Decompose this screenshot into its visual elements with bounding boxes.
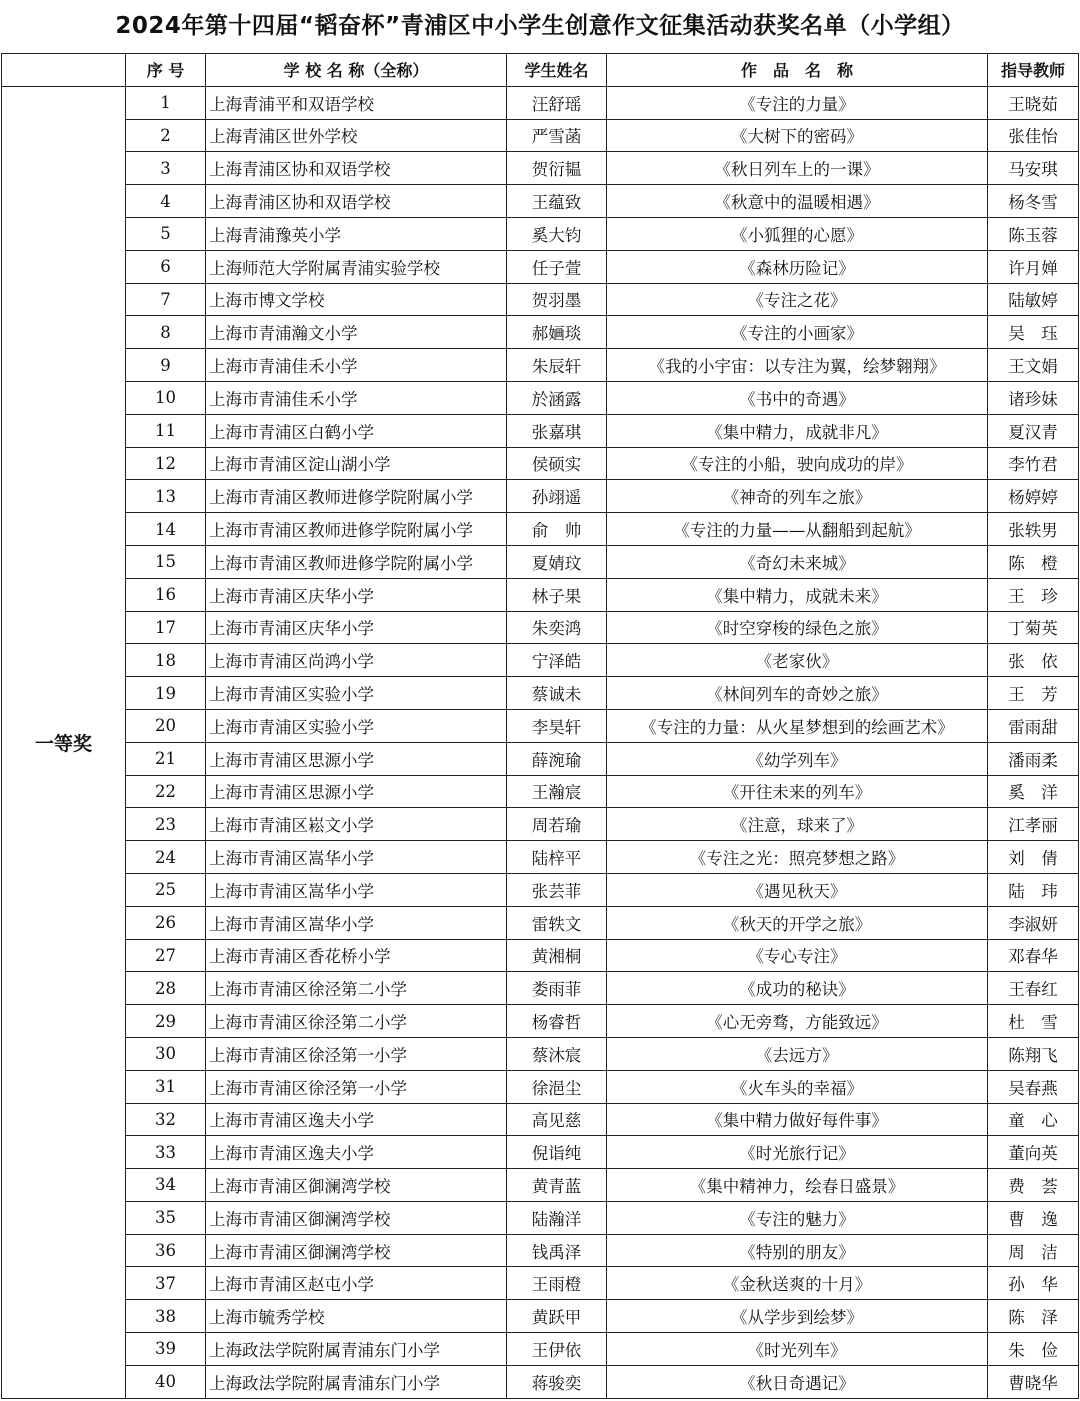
work-cell: 《专注之花》 [607, 283, 988, 316]
work-cell: 《专心专注》 [607, 939, 988, 972]
student-cell: 张芸菲 [507, 873, 607, 906]
teacher-cell: 李竹君 [988, 447, 1079, 480]
student-cell: 张嘉琪 [507, 414, 607, 447]
table-row [2, 119, 1079, 152]
num-cell: 28 [126, 972, 206, 1005]
student-cell: 黄湘桐 [507, 939, 607, 972]
page-title: 2024年第十四届“韬奋杯”青浦区中小学生创意作文征集活动获奖名单（小学组） [115, 13, 965, 39]
school-cell: 上海市青浦区思源小学 [206, 775, 507, 808]
table-row [2, 152, 1079, 185]
teacher-cell: 马安琪 [988, 152, 1079, 185]
num-cell: 3 [126, 152, 206, 185]
table-row [2, 578, 1079, 611]
teacher-cell: 曹 逸 [988, 1201, 1079, 1234]
table-row [2, 316, 1079, 349]
student-cell: 贺衍韫 [507, 152, 607, 185]
teacher-cell: 曹晓华 [988, 1365, 1079, 1398]
work-cell: 《集中精力做好每件事》 [607, 1103, 988, 1136]
num-cell: 13 [126, 480, 206, 513]
work-cell: 《遇见秋天》 [607, 873, 988, 906]
teacher-cell: 江孝丽 [988, 808, 1079, 841]
num-cell: 30 [126, 1037, 206, 1070]
work-cell: 《成功的秘诀》 [607, 972, 988, 1005]
work-cell: 《大树下的密码》 [607, 119, 988, 152]
num-cell: 36 [126, 1234, 206, 1267]
school-cell: 上海市青浦区御澜湾学校 [206, 1234, 507, 1267]
table-row [2, 250, 1079, 283]
teacher-cell: 陈玉蓉 [988, 217, 1079, 250]
student-cell: 钱禹泽 [507, 1234, 607, 1267]
student-cell: 汪舒瑶 [507, 86, 607, 119]
work-column-header: 作 品 名 称 [607, 54, 988, 87]
work-cell: 《集中精力，成就非凡》 [607, 414, 988, 447]
num-cell: 35 [126, 1201, 206, 1234]
table-row [2, 1070, 1079, 1103]
table-row [2, 349, 1079, 382]
school-cell: 上海市青浦区庆华小学 [206, 578, 507, 611]
work-cell: 《专注之光：照亮梦想之路》 [607, 841, 988, 874]
work-cell: 《金秋送爽的十月》 [607, 1267, 988, 1300]
school-cell: 上海市毓秀学校 [206, 1300, 507, 1333]
work-cell: 《奇幻未来城》 [607, 545, 988, 578]
teacher-cell: 杨婷婷 [988, 480, 1079, 513]
table-row [2, 1234, 1079, 1267]
school-cell: 上海市青浦区徐泾第二小学 [206, 972, 507, 1005]
work-cell: 《神奇的列车之旅》 [607, 480, 988, 513]
table-row [2, 939, 1079, 972]
work-cell: 《专注的魅力》 [607, 1201, 988, 1234]
teacher-cell: 吴 珏 [988, 316, 1079, 349]
school-cell: 上海市青浦区赵屯小学 [206, 1267, 507, 1300]
teacher-cell: 童 心 [988, 1103, 1079, 1136]
num-cell: 24 [126, 841, 206, 874]
work-cell: 《我的小宇宙：以专注为翼，绘梦翱翔》 [607, 349, 988, 382]
student-cell: 高见慈 [507, 1103, 607, 1136]
student-cell: 孙翊遥 [507, 480, 607, 513]
student-cell: 蔡沐宸 [507, 1037, 607, 1070]
school-cell: 上海青浦区世外学校 [206, 119, 507, 152]
work-cell: 《幼学列车》 [607, 742, 988, 775]
table-row [2, 841, 1079, 874]
teacher-cell: 王 珍 [988, 578, 1079, 611]
school-cell: 上海政法学院附属青浦东门小学 [206, 1333, 507, 1366]
work-cell: 《时光列车》 [607, 1333, 988, 1366]
table-row [2, 1103, 1079, 1136]
work-cell: 《从学步到绘梦》 [607, 1300, 988, 1333]
student-cell: 陆梓平 [507, 841, 607, 874]
student-cell: 王雨橙 [507, 1267, 607, 1300]
work-cell: 《森林历险记》 [607, 250, 988, 283]
student-cell: 雷轶文 [507, 906, 607, 939]
school-cell: 上海市青浦区教师进修学院附属小学 [206, 513, 507, 546]
table-row [2, 545, 1079, 578]
table-row [2, 775, 1079, 808]
school-cell: 上海市青浦佳禾小学 [206, 381, 507, 414]
student-cell: 王蕴致 [507, 185, 607, 218]
teacher-cell: 周 洁 [988, 1234, 1079, 1267]
teacher-cell: 张 依 [988, 644, 1079, 677]
num-cell: 39 [126, 1333, 206, 1366]
table-row [2, 972, 1079, 1005]
table-row [2, 1267, 1079, 1300]
work-cell: 《秋日奇遇记》 [607, 1365, 988, 1398]
table-row [2, 480, 1079, 513]
num-column-header: 序 号 [126, 54, 206, 87]
school-cell: 上海市青浦区徐泾第一小学 [206, 1070, 507, 1103]
work-cell: 《老家伙》 [607, 644, 988, 677]
num-cell: 20 [126, 709, 206, 742]
school-cell: 上海市青浦区崧文小学 [206, 808, 507, 841]
work-cell: 《集中精神力，绘春日盛景》 [607, 1169, 988, 1202]
table-row [2, 808, 1079, 841]
teacher-cell: 孙 华 [988, 1267, 1079, 1300]
school-cell: 上海市青浦区嵩华小学 [206, 906, 507, 939]
award-column-header [2, 54, 126, 87]
teacher-cell: 董向英 [988, 1136, 1079, 1169]
student-cell: 杨睿哲 [507, 1005, 607, 1038]
student-cell: 林子果 [507, 578, 607, 611]
teacher-cell: 刘 倩 [988, 841, 1079, 874]
school-cell: 上海市青浦区白鹤小学 [206, 414, 507, 447]
school-cell: 上海市青浦瀚文小学 [206, 316, 507, 349]
num-cell: 7 [126, 283, 206, 316]
table-row [2, 1005, 1079, 1038]
table-row [2, 185, 1079, 218]
teacher-cell: 陈翔飞 [988, 1037, 1079, 1070]
table-row [2, 86, 1079, 119]
table-row [2, 217, 1079, 250]
table-row [2, 1365, 1079, 1398]
num-cell: 27 [126, 939, 206, 972]
work-cell: 《去远方》 [607, 1037, 988, 1070]
teacher-cell: 许月婵 [988, 250, 1079, 283]
teacher-cell: 陆 玮 [988, 873, 1079, 906]
school-column-header: 学 校 名 称（全称） [206, 54, 507, 87]
work-cell: 《秋日列车上的一课》 [607, 152, 988, 185]
teacher-cell: 潘雨柔 [988, 742, 1079, 775]
table-row [2, 742, 1079, 775]
school-cell: 上海市青浦区思源小学 [206, 742, 507, 775]
school-cell: 上海市青浦区御澜湾学校 [206, 1169, 507, 1202]
teacher-cell: 陈 泽 [988, 1300, 1079, 1333]
num-cell: 25 [126, 873, 206, 906]
work-cell: 《专注的小画家》 [607, 316, 988, 349]
teacher-cell: 杨冬雪 [988, 185, 1079, 218]
student-cell: 徐浥尘 [507, 1070, 607, 1103]
table-header-row [2, 54, 1079, 87]
award-table [1, 53, 1079, 1399]
num-cell: 5 [126, 217, 206, 250]
school-cell: 上海市青浦佳禾小学 [206, 349, 507, 382]
teacher-cell: 陈 橙 [988, 545, 1079, 578]
work-cell: 《特别的朋友》 [607, 1234, 988, 1267]
work-cell: 《秋意中的温暖相遇》 [607, 185, 988, 218]
work-cell: 《时光旅行记》 [607, 1136, 988, 1169]
num-cell: 16 [126, 578, 206, 611]
student-cell: 黄跃甲 [507, 1300, 607, 1333]
num-cell: 34 [126, 1169, 206, 1202]
student-cell: 奚大钧 [507, 217, 607, 250]
teacher-column-header: 指导教师 [988, 54, 1079, 87]
table-row [2, 1136, 1079, 1169]
student-cell: 倪诣纯 [507, 1136, 607, 1169]
num-cell: 6 [126, 250, 206, 283]
work-cell: 《集中精力，成就未来》 [607, 578, 988, 611]
teacher-cell: 丁菊英 [988, 611, 1079, 644]
table-row [2, 677, 1079, 710]
award-level-cell: 一等奖 [2, 86, 126, 1398]
teacher-cell: 邓春华 [988, 939, 1079, 972]
teacher-cell: 王晓茹 [988, 86, 1079, 119]
num-cell: 38 [126, 1300, 206, 1333]
teacher-cell: 张轶男 [988, 513, 1079, 546]
table-row [2, 709, 1079, 742]
teacher-cell: 奚 洋 [988, 775, 1079, 808]
student-cell: 陆瀚洋 [507, 1201, 607, 1234]
table-row [2, 414, 1079, 447]
num-cell: 22 [126, 775, 206, 808]
student-cell: 蒋骏奕 [507, 1365, 607, 1398]
work-cell: 《林间列车的奇妙之旅》 [607, 677, 988, 710]
num-cell: 8 [126, 316, 206, 349]
student-cell: 娄雨菲 [507, 972, 607, 1005]
student-cell: 贺羽墨 [507, 283, 607, 316]
teacher-cell: 吴春燕 [988, 1070, 1079, 1103]
teacher-cell: 夏汉青 [988, 414, 1079, 447]
school-cell: 上海市青浦区实验小学 [206, 709, 507, 742]
num-cell: 21 [126, 742, 206, 775]
teacher-cell: 陆敏婷 [988, 283, 1079, 316]
table-row [2, 283, 1079, 316]
num-cell: 26 [126, 906, 206, 939]
teacher-cell: 雷雨甜 [988, 709, 1079, 742]
num-cell: 10 [126, 381, 206, 414]
num-cell: 23 [126, 808, 206, 841]
num-cell: 15 [126, 545, 206, 578]
school-cell: 上海市博文学校 [206, 283, 507, 316]
table-row [2, 1333, 1079, 1366]
student-cell: 朱辰轩 [507, 349, 607, 382]
table-row [2, 1037, 1079, 1070]
student-cell: 王瀚宸 [507, 775, 607, 808]
teacher-cell: 诸珍妹 [988, 381, 1079, 414]
school-cell: 上海市青浦区徐泾第二小学 [206, 1005, 507, 1038]
school-cell: 上海政法学院附属青浦东门小学 [206, 1365, 507, 1398]
student-cell: 郝婳琰 [507, 316, 607, 349]
student-cell: 黄青蓝 [507, 1169, 607, 1202]
table-row [2, 873, 1079, 906]
table-row [2, 513, 1079, 546]
teacher-cell: 王春红 [988, 972, 1079, 1005]
num-cell: 29 [126, 1005, 206, 1038]
student-cell: 周若瑜 [507, 808, 607, 841]
num-cell: 32 [126, 1103, 206, 1136]
num-cell: 19 [126, 677, 206, 710]
work-cell: 《心无旁骛，方能致远》 [607, 1005, 988, 1038]
student-cell: 任子萱 [507, 250, 607, 283]
table-row [2, 1300, 1079, 1333]
student-cell: 於涵露 [507, 381, 607, 414]
work-cell: 《注意，球来了》 [607, 808, 988, 841]
work-cell: 《火车头的幸福》 [607, 1070, 988, 1103]
table-row [2, 447, 1079, 480]
school-cell: 上海青浦区协和双语学校 [206, 152, 507, 185]
student-cell: 俞 帅 [507, 513, 607, 546]
work-cell: 《书中的奇遇》 [607, 381, 988, 414]
teacher-cell: 李淑妍 [988, 906, 1079, 939]
num-cell: 4 [126, 185, 206, 218]
school-cell: 上海市青浦区淀山湖小学 [206, 447, 507, 480]
student-cell: 薛涴瑜 [507, 742, 607, 775]
table-row [2, 1169, 1079, 1202]
teacher-cell: 王文娟 [988, 349, 1079, 382]
school-cell: 上海市青浦区徐泾第一小学 [206, 1037, 507, 1070]
school-cell: 上海青浦平和双语学校 [206, 86, 507, 119]
teacher-cell: 杜 雪 [988, 1005, 1079, 1038]
work-cell: 《时空穿梭的绿色之旅》 [607, 611, 988, 644]
school-cell: 上海市青浦区御澜湾学校 [206, 1201, 507, 1234]
school-cell: 上海青浦区协和双语学校 [206, 185, 507, 218]
num-cell: 12 [126, 447, 206, 480]
num-cell: 2 [126, 119, 206, 152]
table-row [2, 644, 1079, 677]
student-column-header: 学生姓名 [507, 54, 607, 87]
table-row [2, 906, 1079, 939]
student-cell: 宁泽皓 [507, 644, 607, 677]
school-cell: 上海市青浦区嵩华小学 [206, 873, 507, 906]
teacher-cell: 张佳怡 [988, 119, 1079, 152]
school-cell: 上海市青浦区庆华小学 [206, 611, 507, 644]
work-cell: 《专注的力量——从翻船到起航》 [607, 513, 988, 546]
table-row [2, 381, 1079, 414]
student-cell: 李昊轩 [507, 709, 607, 742]
school-cell: 上海市青浦区实验小学 [206, 677, 507, 710]
school-cell: 上海市青浦区尚鸿小学 [206, 644, 507, 677]
num-cell: 14 [126, 513, 206, 546]
work-cell: 《秋天的开学之旅》 [607, 906, 988, 939]
work-cell: 《专注的力量》 [607, 86, 988, 119]
student-cell: 蔡诚未 [507, 677, 607, 710]
school-cell: 上海市青浦区教师进修学院附属小学 [206, 545, 507, 578]
work-cell: 《专注的力量：从火星梦想到的绘画艺术》 [607, 709, 988, 742]
school-cell: 上海师范大学附属青浦实验学校 [206, 250, 507, 283]
num-cell: 40 [126, 1365, 206, 1398]
student-cell: 王伊依 [507, 1333, 607, 1366]
school-cell: 上海市青浦区逸夫小学 [206, 1136, 507, 1169]
work-cell: 《专注的小船，驶向成功的岸》 [607, 447, 988, 480]
num-cell: 17 [126, 611, 206, 644]
table-row [2, 1201, 1079, 1234]
num-cell: 37 [126, 1267, 206, 1300]
num-cell: 18 [126, 644, 206, 677]
num-cell: 33 [126, 1136, 206, 1169]
num-cell: 31 [126, 1070, 206, 1103]
table-row [2, 611, 1079, 644]
school-cell: 上海青浦豫英小学 [206, 217, 507, 250]
student-cell: 朱奕鸿 [507, 611, 607, 644]
num-cell: 1 [126, 86, 206, 119]
school-cell: 上海市青浦区教师进修学院附属小学 [206, 480, 507, 513]
work-cell: 《开往未来的列车》 [607, 775, 988, 808]
school-cell: 上海市青浦区嵩华小学 [206, 841, 507, 874]
school-cell: 上海市青浦区逸夫小学 [206, 1103, 507, 1136]
num-cell: 9 [126, 349, 206, 382]
work-cell: 《小狐狸的心愿》 [607, 217, 988, 250]
teacher-cell: 王 芳 [988, 677, 1079, 710]
student-cell: 侯硕实 [507, 447, 607, 480]
teacher-cell: 费 荟 [988, 1169, 1079, 1202]
student-cell: 夏婧玟 [507, 545, 607, 578]
student-cell: 严雪菡 [507, 119, 607, 152]
teacher-cell: 朱 俭 [988, 1333, 1079, 1366]
school-cell: 上海市青浦区香花桥小学 [206, 939, 507, 972]
num-cell: 11 [126, 414, 206, 447]
